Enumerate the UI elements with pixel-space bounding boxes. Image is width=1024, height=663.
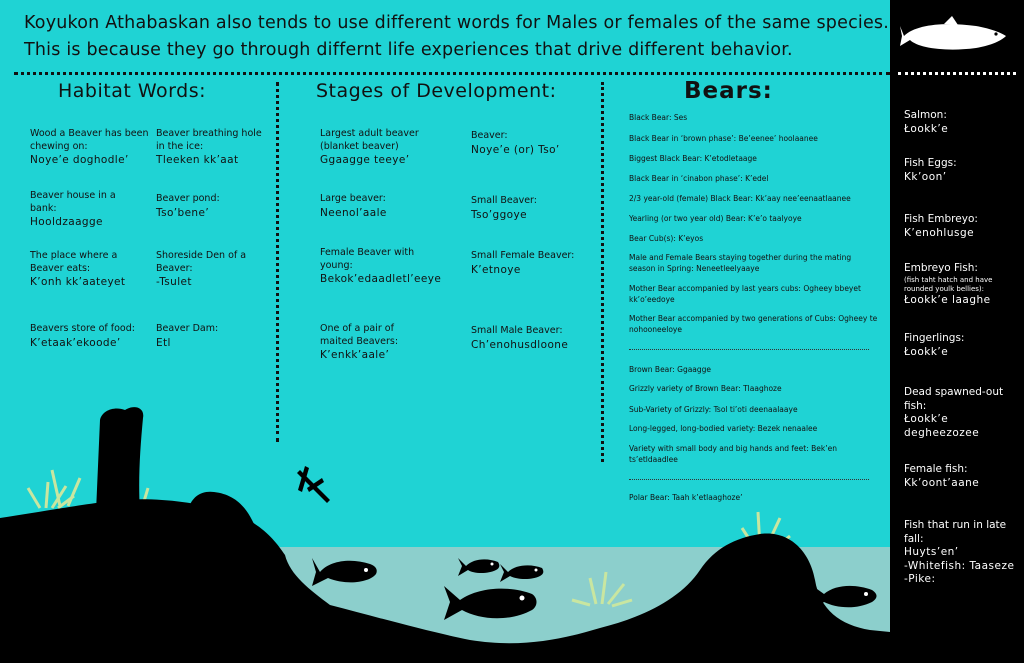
stage-entry: Large beaver: Neenol’aale — [320, 193, 387, 219]
habitat-entry: Beaver house in a bank: Hooldzaagge — [30, 190, 116, 228]
sidebar-divider — [898, 72, 1016, 75]
bear-entry: Mother Bear accompanied by last years cubs: Ogheey bbeyet kk’o’eedoye — [629, 284, 861, 304]
habitat-entry: Beaver breathing hole in the ice: Tleeken kk’aat — [156, 128, 262, 166]
bear-entry: Mother Bear accompanied by two generations of Cubs: Ogheey te nohooneeloye — [629, 314, 878, 334]
fish-entry: Fingerlings: Łookk’e — [904, 332, 965, 358]
bear-entry: Black Bear in ‘brown phase’: Be’eenee’ hoolaanee — [629, 134, 818, 143]
stage-entry: Small Female Beaver: K’etnoye — [471, 250, 575, 276]
habitat-entry: Beaver Dam: Etl — [156, 323, 219, 349]
habitat-entry: Wood a Beaver has been chewing on: Noye’e doghodle’ — [30, 128, 149, 166]
habitat-entry: Beavers store of food: K’etaak’ekoode’ — [30, 323, 135, 349]
stage-entry: Small Beaver: Tso’ggoye — [471, 195, 537, 221]
stage-entry: One of a pair of maited Beavers: K’enkk’aale’ — [320, 323, 399, 361]
fish-entry: Embreyo Fish: (fish taht hatch and have rounded youlk bellies): Łookk’e laaghe — [904, 262, 993, 306]
bear-entry: Brown Bear: Ggaagge — [629, 365, 712, 374]
bear-entry: Black Bear in ‘cinabon phase’: K’edel — [629, 174, 769, 183]
fish-entry: Female fish: Kk’oont’aane — [904, 463, 980, 489]
fish-entry: Fish Eggs: Kk’oon’ — [904, 157, 957, 183]
bear-entry: Variety with small body and big hands and feet: Bek’en ts’etldaadlee — [629, 444, 837, 464]
bear-entry: Long-legged, long-bodied variety: Bezek nenaalee — [629, 424, 818, 433]
bears-title: Bears: — [684, 78, 773, 104]
fish-sidebar — [890, 0, 1024, 663]
fish-entry: Fish that run in late fall: Huyts’en’ -Whitefish: Taaseze -Pike: — [904, 519, 1015, 585]
salmon-icon — [896, 12, 1016, 62]
bear-entry: Biggest Black Bear: K’etodletaage — [629, 154, 757, 163]
stage-entry: Female Beaver with young: Bekok’edaadletl’eeye — [320, 247, 442, 285]
bear-entry: Bear Cub(s): K’eyos — [629, 234, 704, 243]
tree-stump — [96, 407, 143, 512]
bear-entry: 2/3 year-old (female) Black Bear: Kk’aay nee’eenaatlaanee — [629, 194, 851, 203]
intro-text: Koyukon Athabaskan also tends to use different words for Males or females of the same species. This is because they go through differnt life experiences that drive different behavior. — [24, 13, 890, 60]
habitat-entry: Beaver pond: Tso’bene’ — [156, 193, 220, 219]
stages-title: Stages of Development: — [316, 80, 557, 102]
habitat-entry: Shoreside Den of a Beaver: -Tsulet — [156, 250, 247, 288]
habitat-entry: The place where a Beaver eats: K’onh kk’aateyet — [30, 250, 126, 288]
bear-entry: Grizzly variety of Brown Bear: Tlaaghoze — [629, 384, 782, 393]
fish-entry: Fish Embreyo: K’enohlusge — [904, 213, 978, 239]
bear-entry: Sub-Variety of Grizzly: Tsol ti’oti deenaalaaye — [629, 405, 798, 414]
habitat-title: Habitat Words: — [58, 80, 206, 102]
stage-entry: Largest adult beaver (blanket beaver) Ggaagge teeye’ — [320, 128, 419, 166]
fish-entry: Dead spawned-out fish: Łookk’e degheezozee — [904, 386, 1004, 439]
fish-entry: Salmon: Łookk’e — [904, 109, 949, 135]
bear-entry: Male and Female Bears staying together during the mating season in Spring: Neneetleelyaaye — [629, 253, 852, 273]
stage-entry: Beaver: Noye’e (or) Tso’ — [471, 130, 560, 156]
bear-entry: Polar Bear: Taah k’etlaaghoze’ — [629, 493, 743, 502]
stage-entry: Small Male Beaver: Ch’enohusdloone — [471, 325, 569, 351]
bear-entry: Yearling (or two year old) Bear: K’e’o taalyoye — [629, 214, 802, 223]
dragonfly-icon — [297, 466, 330, 503]
bear-entry: Black Bear: Ses — [629, 113, 688, 122]
